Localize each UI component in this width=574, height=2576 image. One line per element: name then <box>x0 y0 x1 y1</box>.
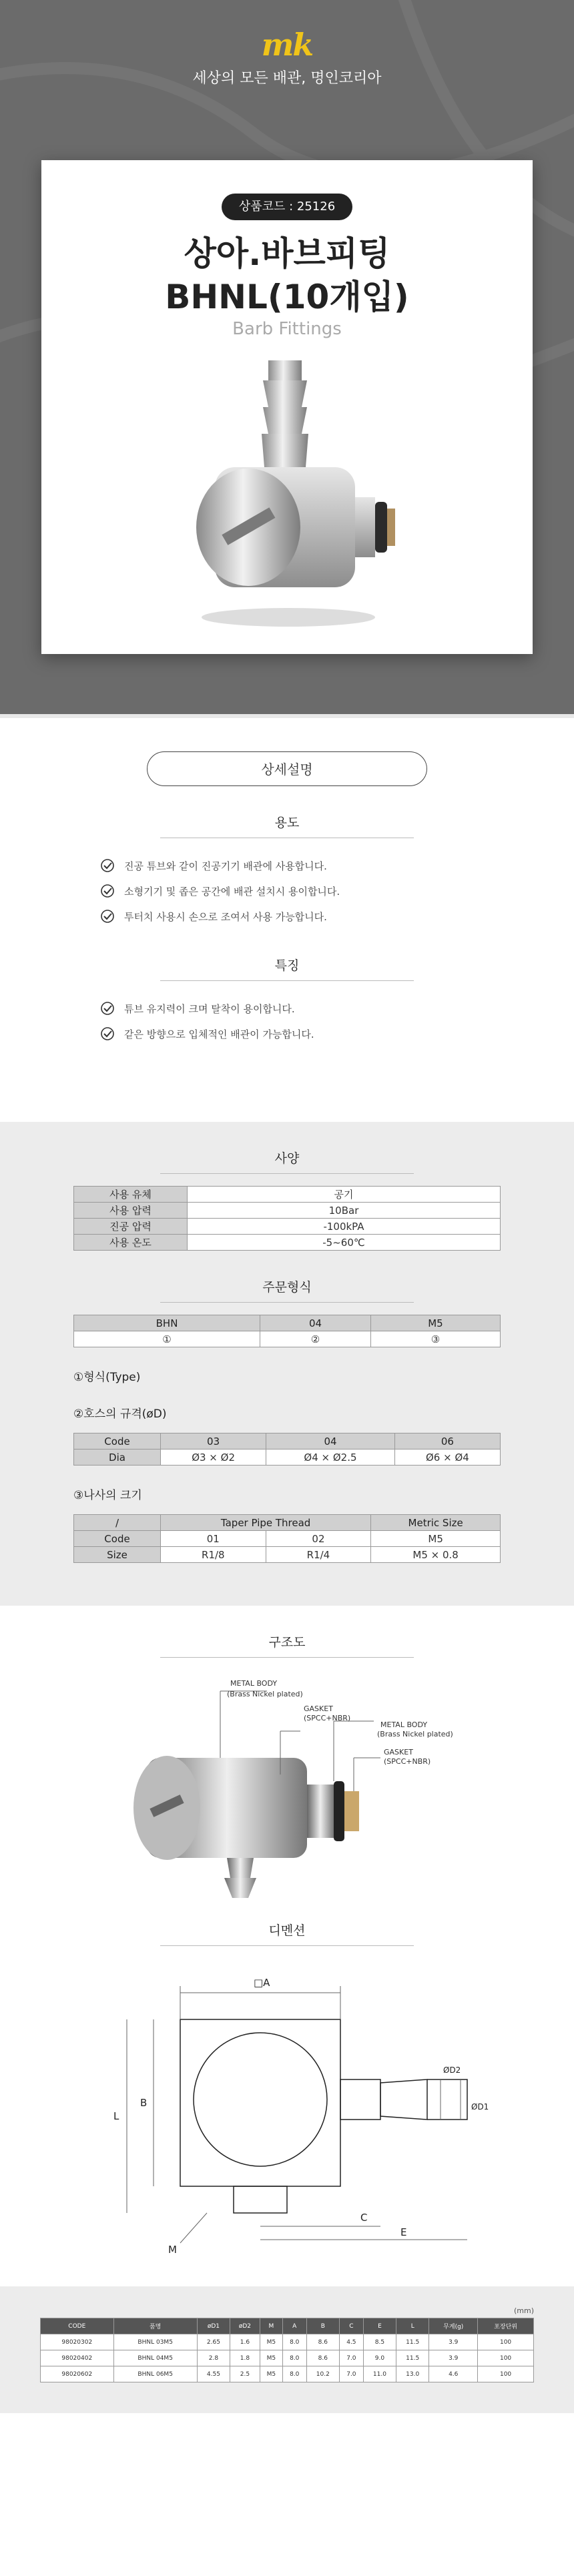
list-item <box>100 904 474 929</box>
table-row: 98020302 BHNL 03M5 2.65 1.6 M5 8.0 8.6 4.5 8.5 11.5 3.9 100 <box>41 2334 534 2350</box>
structure-section <box>0 1606 574 2286</box>
structure-diagram <box>0 1658 574 1911</box>
check-circle-icon <box>100 1026 115 1041</box>
table-row: / Taper Pipe Thread Metric Size <box>74 1515 501 1531</box>
product-card <box>41 160 533 654</box>
list-item <box>100 1021 474 1046</box>
list-item <box>100 996 474 1021</box>
hose-table <box>73 1433 501 1466</box>
product-model: BHNL(10개입) <box>165 278 409 316</box>
list-item <box>100 853 474 878</box>
table-row: 사용 유체 공기 <box>74 1187 501 1203</box>
callout-text: (Brass Nickel plated) <box>377 1730 453 1738</box>
table-row: 진공 압력 -100kPA <box>74 1219 501 1235</box>
spec-table <box>73 1186 501 1251</box>
dimension-table <box>40 2318 534 2382</box>
features-heading <box>0 956 574 981</box>
structure-heading <box>0 1606 574 1658</box>
thread-label: ③나사의 크기 <box>73 1489 142 1502</box>
divider <box>0 714 574 718</box>
order-format-table <box>73 1315 501 1347</box>
dimension-table-section <box>0 2286 574 2413</box>
list-item <box>100 878 474 904</box>
check-circle-icon <box>100 1001 115 1016</box>
callout-text: METAL BODY <box>230 1679 278 1688</box>
brand <box>0 27 574 87</box>
table-row: Dia Ø3 × Ø2 Ø4 × Ø2.5 Ø6 × Ø4 <box>74 1450 501 1466</box>
thread-table <box>73 1514 501 1563</box>
brand-logo[interactable]: mk <box>261 27 313 63</box>
check-circle-icon <box>100 858 115 873</box>
dim-label-d1: ØD1 <box>471 2102 489 2112</box>
usage-title: 용도 <box>274 816 300 830</box>
features-list <box>100 996 474 1046</box>
table-row: 사용 압력 10Bar <box>74 1203 501 1219</box>
brand-slogan: 세상의 모든 배관, 명인코리아 <box>192 70 382 87</box>
details-heading: 상세설명 <box>147 751 427 786</box>
dim-label-d2: ØD2 <box>443 2065 461 2075</box>
hose-label: ②호스의 규격(øD) <box>73 1407 167 1421</box>
usage-item-text: 투터치 사용시 손으로 조여서 사용 가능합니다. <box>124 910 327 923</box>
usage-item-text: 진공 튜브와 같이 진공기기 배관에 사용합니다. <box>124 860 327 872</box>
dimension-title: 디멘션 <box>268 1923 306 1938</box>
feature-item-text: 튜브 유지력이 크며 탈착이 용이합니다. <box>124 1002 295 1015</box>
dimension-drawing <box>0 1946 574 2266</box>
features-title: 특징 <box>274 958 300 973</box>
table-row: ① ② ③ <box>74 1331 501 1347</box>
order-heading <box>0 1277 574 1303</box>
product-code-badge: 상품코드 : 25126 <box>222 194 352 220</box>
check-circle-icon <box>100 909 115 924</box>
feature-item-text: 같은 방향으로 입체적인 배관이 가능합니다. <box>124 1028 314 1040</box>
order-title: 주문형식 <box>262 1280 312 1295</box>
table-row: Code 01 02 M5 <box>74 1531 501 1547</box>
hero-banner <box>0 0 574 714</box>
table-row: 98020602 BHNL 06M5 4.55 2.5 M5 8.0 10.2 7.0 11.0 13.0 4.6 100 <box>41 2366 534 2382</box>
table-row: BHN 04 M5 <box>74 1315 501 1331</box>
callout-text: METAL BODY <box>380 1720 428 1729</box>
check-circle-icon <box>100 884 115 898</box>
dim-label-m: M <box>168 2244 177 2256</box>
table-row: Code 03 04 06 <box>74 1433 501 1450</box>
usage-item-text: 소형기기 및 좁은 공간에 배관 설치시 용이합니다. <box>124 885 340 898</box>
callout-text: (SPCC+NBR) <box>384 1757 431 1766</box>
dim-label-b: B <box>140 2097 148 2109</box>
table-row: Size R1/8 R1/4 M5 × 0.8 <box>74 1547 501 1563</box>
dim-label-c: C <box>360 2212 368 2224</box>
dimension-heading <box>0 1921 574 1946</box>
usage-list <box>100 853 474 929</box>
dim-label-e: E <box>400 2226 407 2238</box>
table-row: 98020402 BHNL 04M5 2.8 1.8 M5 8.0 8.6 7.0 9.0 11.5 3.9 100 <box>41 2350 534 2366</box>
details-section <box>0 751 574 1122</box>
callout-text: GASKET <box>304 1704 333 1713</box>
table-row: 사용 온도 -5~60℃ <box>74 1235 501 1251</box>
product-title: 상아.바브피팅 <box>184 234 390 273</box>
spec-heading <box>0 1149 574 1174</box>
unit-label: (mm) <box>513 2306 534 2315</box>
dim-label-l: L <box>113 2110 119 2122</box>
structure-title: 구조도 <box>268 1635 306 1650</box>
type-label: ①형식(Type) <box>73 1371 141 1384</box>
callout-text: (Brass Nickel plated) <box>227 1690 303 1698</box>
dim-label-a: □A <box>254 1977 270 1989</box>
callout-text: GASKET <box>384 1748 413 1756</box>
callout-text: (SPCC+NBR) <box>304 1714 351 1722</box>
usage-heading <box>0 813 574 838</box>
spec-title: 사양 <box>274 1151 300 1166</box>
spec-section <box>0 1122 574 1606</box>
product-image <box>175 354 402 634</box>
product-subtitle: Barb Fittings <box>232 319 342 339</box>
table-header-row: CODE 품명 øD1 øD2 M A B C E L 무게(g) 포장단위 <box>41 2318 534 2334</box>
